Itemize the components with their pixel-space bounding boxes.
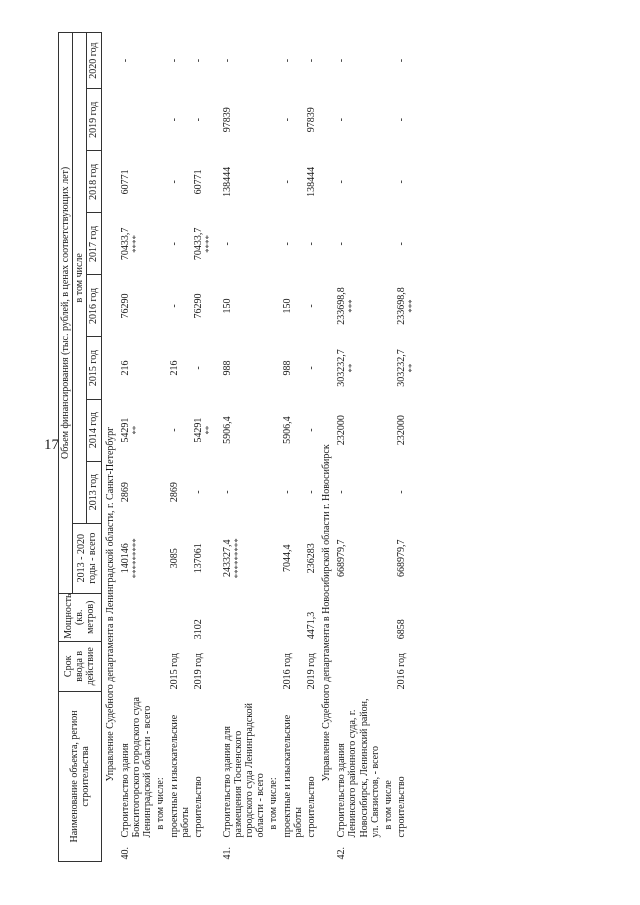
header-total: 2013 - 2020 годы - всего	[73, 523, 101, 593]
cell-2019: -	[168, 118, 180, 122]
cell-2015-value: 303232,7	[396, 349, 408, 387]
header-capacity: Мощность (кв. метров)	[59, 593, 102, 641]
cell-2014: 232000	[336, 415, 348, 446]
cell-2017	[119, 213, 155, 275]
row-total	[221, 523, 268, 593]
cell-2014: -	[305, 428, 317, 432]
cell-2013: -	[281, 490, 293, 494]
cell-2015: 216	[168, 360, 180, 376]
header-year: 2018 год	[87, 151, 101, 213]
cell-2018: 138444	[221, 166, 233, 197]
row-name: Строительство здания для размещения Тосненского городского суда Ленинградской области - всего	[221, 703, 267, 838]
cell-2019: 97839	[305, 107, 317, 133]
row-total: 668979,7	[396, 539, 408, 577]
cell-2019	[119, 89, 155, 151]
section-title: Управление Судебного департамента в Новосибирской области г. Новосибирск	[321, 444, 333, 782]
header-year: 2019 год	[87, 89, 101, 151]
cell-2015-footnote-marks: **	[406, 363, 417, 373]
cell-2020: -	[281, 58, 293, 63]
row-capacity	[119, 593, 155, 641]
row-capacity: 6858	[396, 619, 408, 640]
row-total-value: 243327,4	[221, 539, 233, 577]
row-total-footnote-marks: *********	[231, 538, 242, 579]
cell-2014	[119, 399, 155, 461]
cell-2015: -	[192, 366, 204, 370]
table-row	[281, 33, 305, 862]
table-row	[192, 33, 215, 862]
table-row	[221, 33, 268, 862]
cell-2013: -	[192, 490, 204, 494]
cell-2016: 150	[221, 298, 233, 314]
cell-2019: 97839	[221, 107, 233, 133]
header-term: Срок ввода в действие	[59, 641, 102, 691]
table-row	[168, 33, 192, 862]
cell-2015: 988	[221, 360, 233, 376]
row-total	[119, 523, 155, 593]
row-total: 236283	[305, 543, 317, 574]
row-capacity: 3102	[192, 619, 204, 640]
cell-2014-footnote-marks: **	[129, 425, 140, 435]
cell-2014: 5906,4	[221, 416, 233, 444]
header-incl: в том числе	[73, 33, 87, 524]
row-capacity	[221, 593, 268, 641]
row-name: в том числе:	[268, 777, 280, 830]
cell-2017: -	[168, 242, 180, 246]
cell-2018: 60771	[192, 169, 204, 195]
rotated-table-container	[58, 32, 610, 862]
row-term	[221, 641, 268, 691]
cell-2017: -	[396, 242, 408, 246]
row-name: в том числе:	[155, 777, 167, 830]
cell-2016	[395, 275, 418, 337]
header-row-1	[59, 33, 73, 862]
cell-2016: 150	[281, 298, 293, 314]
cell-2020: -	[221, 58, 233, 63]
row-term: 2019 год	[192, 653, 204, 690]
row-term: 2016 год	[396, 653, 408, 690]
row-name: строительство	[305, 776, 317, 838]
row-name: проектные и изыскательские работы	[168, 714, 191, 838]
cell-2015-value: 303232,7	[336, 349, 348, 387]
row-name: Строительство здания Ленинского районного суда, г. Новосибирск, Ленинский район, ул. Связистов, - всего	[336, 698, 381, 838]
cell-2013: -	[336, 490, 348, 494]
row-total-footnote-marks: *********	[129, 538, 140, 579]
row-term	[119, 641, 155, 691]
cell-2013: 2869	[119, 482, 131, 503]
section-row	[101, 33, 119, 862]
cell-2014: 5906,4	[281, 416, 293, 444]
page-number: 17	[44, 437, 59, 453]
row-name: строительство	[396, 776, 408, 838]
cell-2016: -	[305, 304, 317, 308]
header-year: 2017 год	[87, 213, 101, 275]
cell-2017	[192, 213, 215, 275]
header-year: 2013 год	[87, 461, 101, 523]
row-capacity	[335, 593, 382, 641]
cell-2014: -	[168, 428, 180, 432]
cell-2015-footnote-marks: **	[346, 363, 357, 373]
cell-2016-footnote-marks: ***	[346, 299, 357, 313]
row-term: 2019 год	[305, 653, 317, 690]
row-name: строительство	[192, 776, 204, 838]
cell-2014	[192, 399, 215, 461]
section-row	[318, 33, 335, 862]
cell-2019: -	[192, 118, 204, 122]
cell-2015: 988	[281, 360, 293, 376]
row-total: 668979,7	[336, 539, 348, 577]
cell-2013: -	[396, 490, 408, 494]
cell-2020: -	[168, 58, 180, 63]
cell-2018: -	[281, 180, 293, 184]
row-term	[335, 641, 382, 691]
financing-table	[58, 32, 418, 862]
row-term: 2016 год	[281, 653, 293, 690]
table-row	[335, 33, 382, 862]
cell-2016-value: 233698,8	[396, 287, 408, 325]
cell-2020: -	[192, 58, 204, 63]
cell-2020: -	[396, 58, 408, 63]
cell-2020: -	[336, 58, 348, 63]
cell-2014-value: 54291	[192, 417, 204, 443]
cell-2019: -	[281, 118, 293, 122]
cell-2016: -	[168, 304, 180, 308]
table-row	[305, 33, 318, 862]
cell-2016-footnote-marks: ***	[406, 299, 417, 313]
cell-2019: -	[396, 118, 408, 122]
row-name: в том числе	[383, 780, 395, 830]
cell-2016-value: 233698,8	[336, 287, 348, 325]
section-title: Управление Судебного департамента в Ленинградской области, г. Санкт-Петербург	[104, 426, 116, 782]
cell-2020: -	[119, 58, 131, 63]
cell-2014-footnote-marks: **	[203, 425, 214, 435]
cell-2017: -	[221, 242, 233, 246]
row-name: Строительство здания Бокситогорского городского суда Ленинградской области - всего	[119, 697, 154, 838]
row-capacity	[168, 593, 192, 641]
cell-2017-value: 70433,7	[192, 227, 204, 261]
row-capacity	[281, 593, 305, 641]
cell-2014: 232000	[396, 415, 408, 446]
header-year: 2020 год	[87, 33, 101, 89]
cell-2017: -	[305, 242, 317, 246]
cell-2020: -	[305, 58, 317, 63]
cell-2017-footnote-marks: ****	[203, 234, 214, 253]
row-total: 3085	[168, 548, 180, 569]
row-name: проектные и изыскательские работы	[281, 714, 304, 838]
row-term: 2015 год	[168, 653, 180, 690]
cell-2016	[335, 275, 382, 337]
cell-2015	[395, 337, 418, 399]
row-total: 7044,4	[281, 544, 293, 572]
cell-2016: 76290	[119, 293, 131, 319]
header-financing: Объем финансирования (тыс. рублей, в ценах соответствующих лет)	[59, 33, 73, 594]
cell-2017: -	[281, 242, 293, 246]
cell-2013: -	[305, 490, 317, 494]
cell-2015: 216	[119, 360, 131, 376]
table-row	[154, 33, 167, 862]
row-capacity: 4471,3	[305, 611, 317, 640]
cell-2017-value: 70433,7	[119, 227, 131, 261]
cell-2019: -	[336, 118, 348, 122]
header-year: 2015 год	[87, 337, 101, 399]
cell-2015: -	[305, 366, 317, 370]
cell-2017-footnote-marks: ****	[129, 234, 140, 253]
cell-2018: 60771	[119, 169, 131, 195]
cell-2013: -	[221, 490, 233, 494]
row-total-value: 140146	[119, 543, 131, 574]
table-row	[119, 33, 155, 862]
cell-2018: -	[336, 180, 348, 184]
cell-2017: -	[336, 242, 348, 246]
table-row	[267, 33, 280, 862]
cell-2014-value: 54291	[119, 417, 131, 443]
row-number: 40.	[119, 847, 131, 860]
header-year: 2014 год	[87, 399, 101, 461]
header-year: 2016 год	[87, 275, 101, 337]
cell-2018: -	[168, 180, 180, 184]
row-number: 41.	[221, 847, 233, 860]
header-name: Наименование объекта, регион строительства	[59, 691, 102, 861]
row-number: 42.	[336, 847, 348, 860]
table-row	[395, 33, 418, 862]
table-row	[382, 33, 395, 862]
row-total: 137061	[192, 543, 204, 574]
cell-2013: 2869	[168, 482, 180, 503]
cell-2015	[335, 337, 382, 399]
cell-2016: 76290	[192, 293, 204, 319]
cell-2018: 138444	[305, 166, 317, 197]
cell-2018: -	[396, 180, 408, 184]
